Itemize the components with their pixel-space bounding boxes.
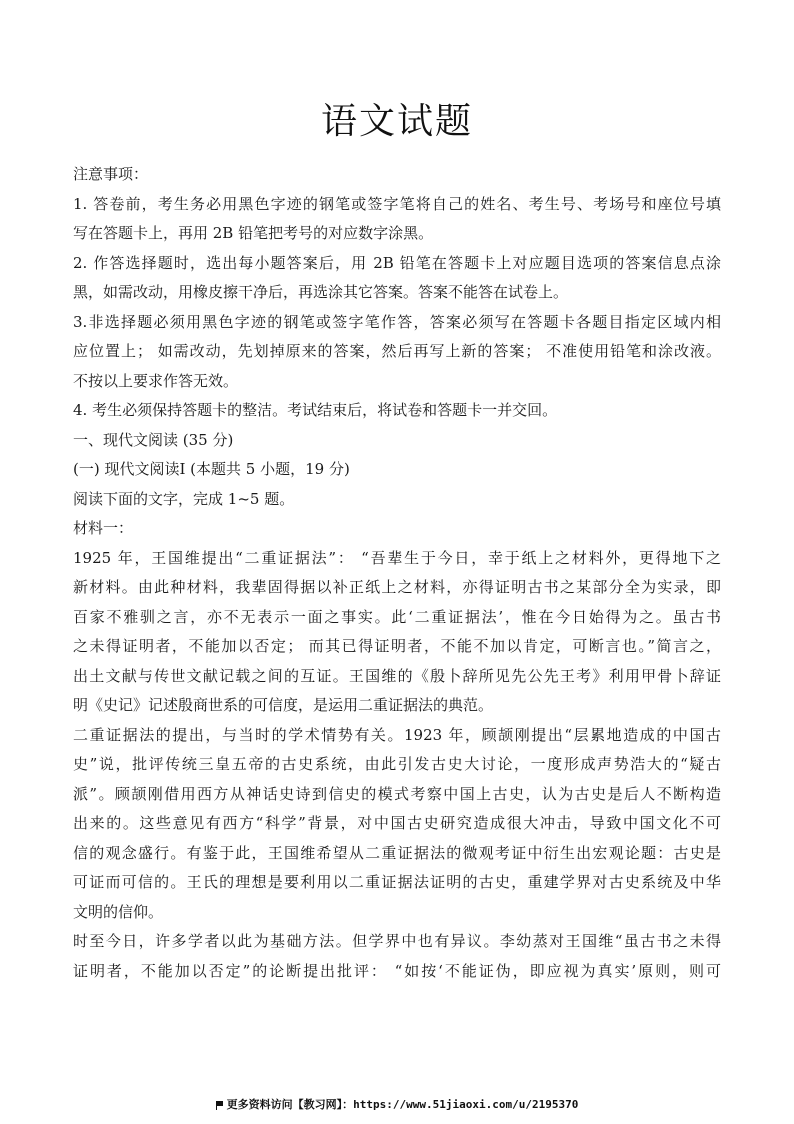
text-line: 1. 答卷前，考生务必用黑色字迹的钢笔或签字笔将自己的姓名、考生号、考场号和座位号填 [73, 194, 721, 213]
text-line: 之未得证明者，不能加以否定； 而其已得证明者，不能不加以肯定，可断言也。”简言之， [73, 637, 721, 655]
text-line: 出土文献与传世文献记载之间的互证。王国维的《殷卜辞所见先公先王考》利用甲骨卜辞证 [73, 666, 721, 685]
text-line: (一) 现代文阅读Ⅰ (本题共 5 小题，19 分) [73, 460, 350, 478]
flag-icon [216, 1101, 223, 1109]
text-line: 应位置上； 如需改动，先划掉原来的答案，然后再写上新的答案； 不准使用铅笔和涂改液。 [73, 342, 721, 360]
text-line: 时至今日，许多学者以此为基础方法。但学界中也有异议。李幼蒸对王国维“虽古书之未得 [73, 932, 721, 950]
text-line: 黑，如需改动，用橡皮擦干净后，再选涂其它答案。答案不能答在试卷上。 [73, 283, 569, 301]
text-line: 百家不雅驯之言，亦不无表示一面之事实。此‘二重证据法’，惟在今日始得为之。虽古书 [73, 607, 721, 626]
text-line: 1925 年，王国维提出“二重证据法”： “吾辈生于今日，幸于纸上之材料外，更得地下之 [73, 548, 721, 567]
document-body [73, 160, 721, 986]
text-line: 新材料。由此种材料，我辈固得据以补正纸上之材料，亦得证明古书之某部分全为实录，即 [73, 578, 721, 596]
text-line: 信的观念盛行。有鉴于此，王国维希望从二重证据法的微观考证中衍生出宏观论题：古史是 [73, 843, 721, 862]
text-line: 可证而可信的。王氏的理想是要利用以二重证据法证明的古史，重建学界对古史系统及中华 [73, 873, 721, 891]
page-title: 语文试题 [320, 101, 473, 142]
footer[interactable] [0, 1097, 794, 1113]
text-line: 3.非选择题必须用黑色字迹的钢笔或签字笔作答，答案必须写在答题卡各题目指定区域内相 [73, 312, 721, 331]
text-line: 阅读下面的文字，完成 1~5 题。 [73, 489, 295, 508]
footer-link-text[interactable]: 更多资料访问【教习网】：https://www.51jiaoxi.com/u/2195370 [226, 1098, 579, 1111]
text-line: 写在答题卡上，再用 2B 铅笔把考号的对应数字涂黑。 [73, 224, 434, 242]
text-line: 2. 作答选择题时，选出每小题答案后，用 2B 铅笔在答题卡上对应题目选项的答案信息点涂 [73, 253, 721, 272]
text-line: 文明的信仰。 [73, 902, 164, 921]
text-line: 派”。顾颉刚借用西方从神话史诗到信史的模式考察中国上古史，认为古史是后人不断构造 [73, 784, 721, 803]
text-line: 明《史记》记述殷商世系的可信度，是运用二重证据法的典范。 [73, 696, 494, 714]
text-line: 注意事项： [73, 165, 149, 183]
text-line: 不按以上要求作答无效。 [73, 371, 239, 390]
text-line: 材料一： [73, 519, 134, 537]
text-line: 4. 考生必须保持答题卡的整洁。考试结束后，将试卷和答题卡一并交回。 [73, 401, 558, 419]
text-line: 一、现代文阅读 (35 分) [73, 430, 234, 449]
text-line: 证明者，不能加以否定”的论断提出批评： “如按‘不能证伪，即应视为真实’原则，则可 [73, 961, 721, 980]
text-line: 史”说，批评传统三皇五帝的古史系统，由此引发古史大讨论，一度形成声势浩大的“疑古 [73, 755, 721, 773]
text-line: 出来的。这些意见有西方“科学”背景，对中国古史研究造成很大冲击，导致中国文化不可 [73, 814, 721, 832]
text-line: 二重证据法的提出，与当时的学术情势有关。1923 年，顾颉刚提出“层累地造成的中国古 [73, 725, 721, 744]
